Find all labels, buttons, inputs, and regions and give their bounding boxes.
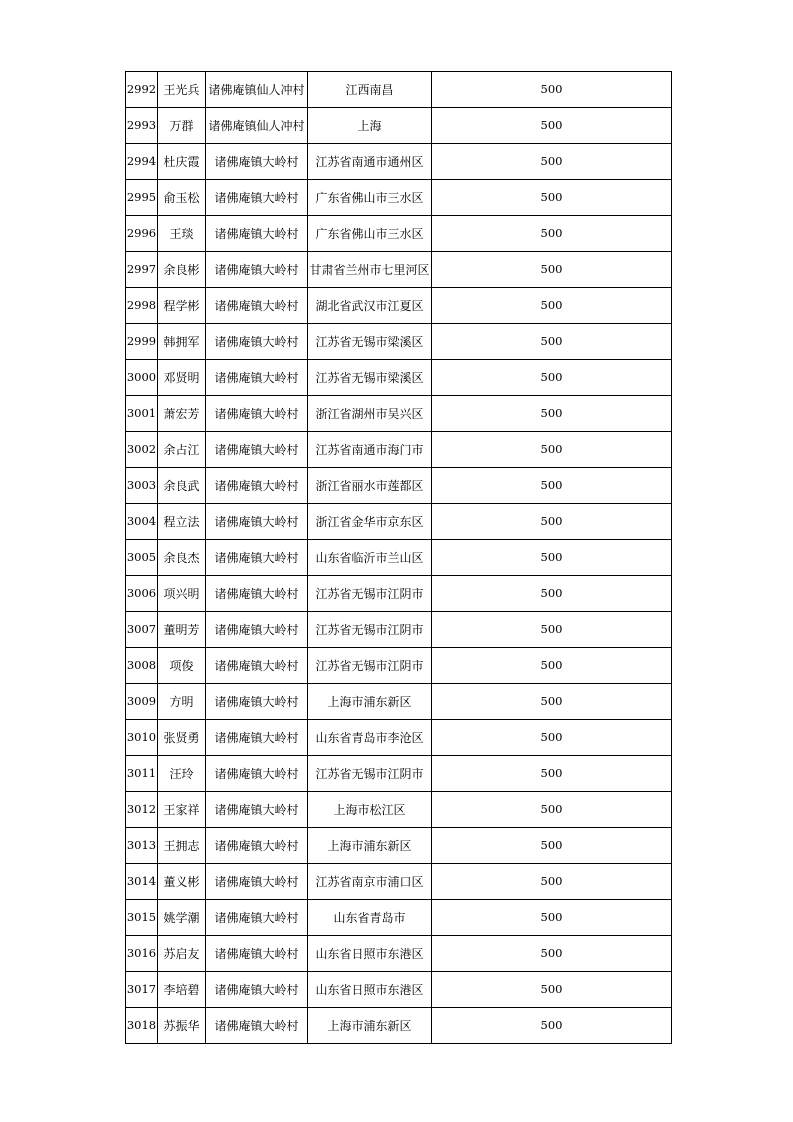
table-row (126, 720, 672, 756)
village-cell: 诸佛庵镇大岭村 (206, 576, 308, 612)
person-name-cell: 杜庆霞 (158, 144, 206, 180)
row-number-cell: 3016 (126, 936, 158, 972)
table-row (126, 396, 672, 432)
person-name-cell: 汪玲 (158, 756, 206, 792)
village-cell: 诸佛庵镇大岭村 (206, 900, 308, 936)
person-name-cell: 王拥志 (158, 828, 206, 864)
person-name-cell: 萧宏芳 (158, 396, 206, 432)
amount-cell: 500 (432, 864, 672, 900)
person-name-cell: 万群 (158, 108, 206, 144)
row-number-cell: 3004 (126, 504, 158, 540)
village-cell: 诸佛庵镇大岭村 (206, 864, 308, 900)
amount-cell: 500 (432, 144, 672, 180)
amount-cell: 500 (432, 396, 672, 432)
work-location-cell: 上海市松江区 (308, 792, 432, 828)
amount-cell: 500 (432, 720, 672, 756)
village-cell: 诸佛庵镇大岭村 (206, 972, 308, 1008)
person-name-cell: 张贤勇 (158, 720, 206, 756)
village-cell: 诸佛庵镇大岭村 (206, 612, 308, 648)
village-cell: 诸佛庵镇大岭村 (206, 252, 308, 288)
row-number-cell: 2995 (126, 180, 158, 216)
row-number-cell: 3011 (126, 756, 158, 792)
person-name-cell: 程立法 (158, 504, 206, 540)
person-name-cell: 苏启友 (158, 936, 206, 972)
person-name-cell: 项俊 (158, 648, 206, 684)
person-name-cell: 余良武 (158, 468, 206, 504)
village-cell: 诸佛庵镇大岭村 (206, 684, 308, 720)
village-cell: 诸佛庵镇大岭村 (206, 720, 308, 756)
table-row (126, 1008, 672, 1044)
person-name-cell: 苏振华 (158, 1008, 206, 1044)
amount-cell: 500 (432, 828, 672, 864)
table-row (126, 576, 672, 612)
work-location-cell: 山东省日照市东港区 (308, 972, 432, 1008)
person-name-cell: 方明 (158, 684, 206, 720)
work-location-cell: 山东省青岛市李沧区 (308, 720, 432, 756)
amount-cell: 500 (432, 792, 672, 828)
amount-cell: 500 (432, 360, 672, 396)
amount-cell: 500 (432, 180, 672, 216)
row-number-cell: 3000 (126, 360, 158, 396)
table-row (126, 288, 672, 324)
work-location-cell: 上海市浦东新区 (308, 684, 432, 720)
village-cell: 诸佛庵镇大岭村 (206, 180, 308, 216)
table-row (126, 180, 672, 216)
person-name-cell: 王家祥 (158, 792, 206, 828)
amount-cell: 500 (432, 432, 672, 468)
work-location-cell: 江苏省无锡市江阴市 (308, 648, 432, 684)
person-name-cell: 李培碧 (158, 972, 206, 1008)
person-name-cell: 余良彬 (158, 252, 206, 288)
work-location-cell: 江苏省无锡市江阴市 (308, 576, 432, 612)
row-number-cell: 2997 (126, 252, 158, 288)
table-row (126, 360, 672, 396)
row-number-cell: 3017 (126, 972, 158, 1008)
amount-cell: 500 (432, 324, 672, 360)
table-row (126, 828, 672, 864)
row-number-cell: 2992 (126, 72, 158, 108)
village-cell: 诸佛庵镇大岭村 (206, 396, 308, 432)
row-number-cell: 3014 (126, 864, 158, 900)
work-location-cell: 上海市浦东新区 (308, 828, 432, 864)
amount-cell: 500 (432, 288, 672, 324)
village-cell: 诸佛庵镇仙人冲村 (206, 72, 308, 108)
row-number-cell: 3009 (126, 684, 158, 720)
amount-cell: 500 (432, 216, 672, 252)
table-row (126, 792, 672, 828)
village-cell: 诸佛庵镇大岭村 (206, 324, 308, 360)
table-row (126, 252, 672, 288)
table-row (126, 684, 672, 720)
person-name-cell: 姚学潮 (158, 900, 206, 936)
amount-cell: 500 (432, 108, 672, 144)
village-cell: 诸佛庵镇大岭村 (206, 828, 308, 864)
table-row (126, 324, 672, 360)
table-row (126, 432, 672, 468)
village-cell: 诸佛庵镇大岭村 (206, 756, 308, 792)
row-number-cell: 3010 (126, 720, 158, 756)
table-row (126, 648, 672, 684)
row-number-cell: 3008 (126, 648, 158, 684)
work-location-cell: 江苏省无锡市梁溪区 (308, 360, 432, 396)
work-location-cell: 浙江省金华市京东区 (308, 504, 432, 540)
table-row (126, 504, 672, 540)
village-cell: 诸佛庵镇大岭村 (206, 1008, 308, 1044)
table-row (126, 216, 672, 252)
work-location-cell: 湖北省武汉市江夏区 (308, 288, 432, 324)
person-name-cell: 项兴明 (158, 576, 206, 612)
person-name-cell: 俞玉松 (158, 180, 206, 216)
work-location-cell: 广东省佛山市三水区 (308, 180, 432, 216)
village-cell: 诸佛庵镇大岭村 (206, 288, 308, 324)
village-cell: 诸佛庵镇大岭村 (206, 648, 308, 684)
amount-cell: 500 (432, 972, 672, 1008)
village-cell: 诸佛庵镇大岭村 (206, 792, 308, 828)
row-number-cell: 3013 (126, 828, 158, 864)
table-row (126, 936, 672, 972)
village-cell: 诸佛庵镇大岭村 (206, 360, 308, 396)
person-name-cell: 董明芳 (158, 612, 206, 648)
row-number-cell: 2996 (126, 216, 158, 252)
amount-cell: 500 (432, 468, 672, 504)
village-cell: 诸佛庵镇仙人冲村 (206, 108, 308, 144)
person-name-cell: 王光兵 (158, 72, 206, 108)
row-number-cell: 3018 (126, 1008, 158, 1044)
work-location-cell: 山东省临沂市兰山区 (308, 540, 432, 576)
work-location-cell: 江苏省南通市通州区 (308, 144, 432, 180)
row-number-cell: 3005 (126, 540, 158, 576)
amount-cell: 500 (432, 576, 672, 612)
row-number-cell: 3015 (126, 900, 158, 936)
table-row (126, 900, 672, 936)
work-location-cell: 江苏省无锡市梁溪区 (308, 324, 432, 360)
table-row (126, 864, 672, 900)
work-location-cell: 江苏省无锡市江阴市 (308, 612, 432, 648)
person-name-cell: 余良杰 (158, 540, 206, 576)
work-location-cell: 山东省青岛市 (308, 900, 432, 936)
person-name-cell: 韩拥军 (158, 324, 206, 360)
amount-cell: 500 (432, 612, 672, 648)
person-name-cell: 王琰 (158, 216, 206, 252)
data-table (125, 71, 672, 1044)
amount-cell: 500 (432, 936, 672, 972)
amount-cell: 500 (432, 540, 672, 576)
amount-cell: 500 (432, 252, 672, 288)
amount-cell: 500 (432, 648, 672, 684)
work-location-cell: 甘肃省兰州市七里河区 (308, 252, 432, 288)
village-cell: 诸佛庵镇大岭村 (206, 468, 308, 504)
village-cell: 诸佛庵镇大岭村 (206, 540, 308, 576)
table-row (126, 612, 672, 648)
row-number-cell: 3001 (126, 396, 158, 432)
village-cell: 诸佛庵镇大岭村 (206, 144, 308, 180)
row-number-cell: 3007 (126, 612, 158, 648)
amount-cell: 500 (432, 504, 672, 540)
work-location-cell: 上海 (308, 108, 432, 144)
table-row (126, 468, 672, 504)
table-row (126, 108, 672, 144)
work-location-cell: 山东省日照市东港区 (308, 936, 432, 972)
row-number-cell: 3003 (126, 468, 158, 504)
village-cell: 诸佛庵镇大岭村 (206, 216, 308, 252)
row-number-cell: 2998 (126, 288, 158, 324)
table-row (126, 144, 672, 180)
work-location-cell: 浙江省湖州市吴兴区 (308, 396, 432, 432)
work-location-cell: 江苏省南通市海门市 (308, 432, 432, 468)
table-row (126, 756, 672, 792)
person-name-cell: 董义彬 (158, 864, 206, 900)
row-number-cell: 3012 (126, 792, 158, 828)
work-location-cell: 江苏省无锡市江阴市 (308, 756, 432, 792)
work-location-cell: 江苏省南京市浦口区 (308, 864, 432, 900)
amount-cell: 500 (432, 1008, 672, 1044)
work-location-cell: 江西南昌 (308, 72, 432, 108)
person-name-cell: 程学彬 (158, 288, 206, 324)
table-row (126, 972, 672, 1008)
person-name-cell: 邓贤明 (158, 360, 206, 396)
work-location-cell: 浙江省丽水市莲都区 (308, 468, 432, 504)
table-row (126, 72, 672, 108)
village-cell: 诸佛庵镇大岭村 (206, 432, 308, 468)
village-cell: 诸佛庵镇大岭村 (206, 936, 308, 972)
village-cell: 诸佛庵镇大岭村 (206, 504, 308, 540)
row-number-cell: 2993 (126, 108, 158, 144)
row-number-cell: 3002 (126, 432, 158, 468)
amount-cell: 500 (432, 900, 672, 936)
amount-cell: 500 (432, 72, 672, 108)
amount-cell: 500 (432, 684, 672, 720)
row-number-cell: 2999 (126, 324, 158, 360)
row-number-cell: 2994 (126, 144, 158, 180)
amount-cell: 500 (432, 756, 672, 792)
work-location-cell: 广东省佛山市三水区 (308, 216, 432, 252)
row-number-cell: 3006 (126, 576, 158, 612)
work-location-cell: 上海市浦东新区 (308, 1008, 432, 1044)
table-row (126, 540, 672, 576)
table-body (126, 72, 672, 1044)
person-name-cell: 余占江 (158, 432, 206, 468)
